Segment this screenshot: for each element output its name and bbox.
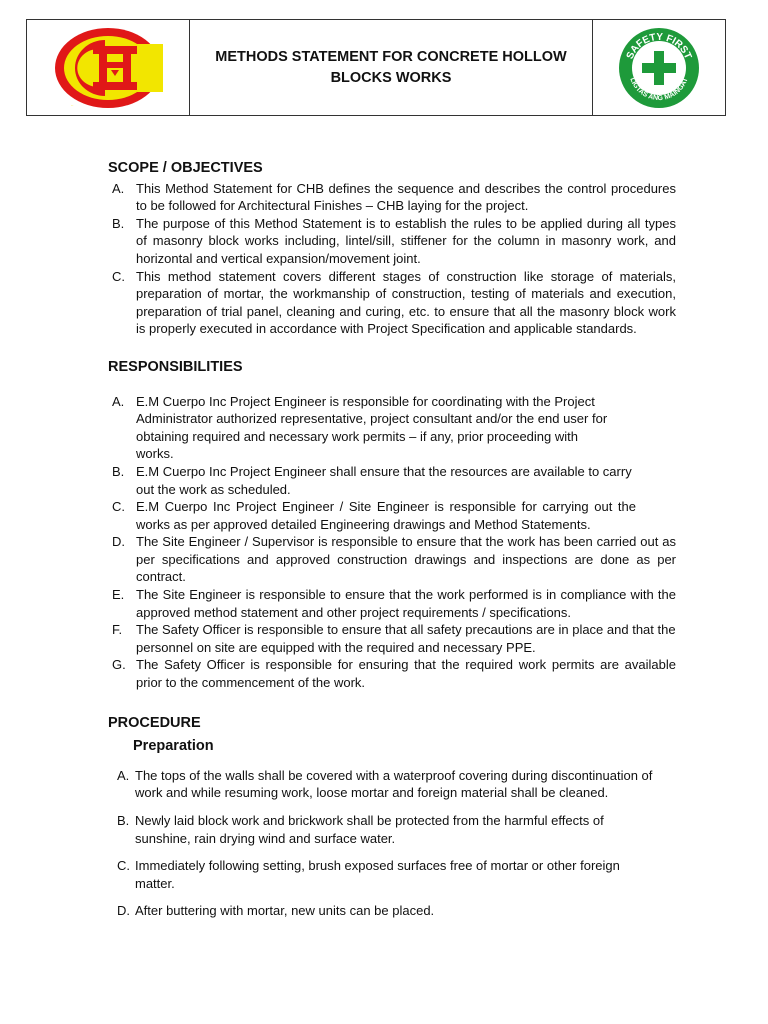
list-item: E. The Site Engineer is responsible to ensure that the work performed is in compliance with the approved method statement and other project requirements / specifications. [112, 587, 676, 620]
procedure-heading: PROCEDURE [108, 714, 201, 731]
list-item: A. The tops of the walls shall be covered with a waterproof covering during discontinuation of work and while resuming work, loose mortar and foreign material shall be cleaned. [117, 767, 653, 801]
logo-text: EMC [71, 105, 74, 107]
responsibilities-heading: RESPONSIBILITIES [108, 358, 243, 375]
list-item: B. Newly laid block work and brickwork shall be protected from the harmful effects of sunshine, rain drying wind and surface water. [117, 813, 604, 846]
company-logo [53, 26, 163, 110]
responsibilities-list [108, 393, 676, 692]
list-item: A. This Method Statement for CHB defines the sequence and describes the control procedures to be followed for Architectural Finishes – CHB laying for the project. [112, 180, 676, 214]
company-logo-cell [27, 20, 190, 115]
list-item: C. Immediately following setting, brush exposed surfaces free of mortar or other foreign matter. [117, 858, 620, 891]
safety-badge-bottom-text: LIGTAS ANG MAINGAT [628, 76, 690, 102]
document-header [26, 19, 726, 116]
procedure-list [108, 767, 676, 920]
safety-first-cell [592, 20, 725, 115]
document-title: METHODS STATEMENT FOR CONCRETE HOLLOW BLOCKS WORKS [215, 48, 567, 86]
preparation-subheading: Preparation [133, 738, 214, 755]
list-item: F. The Safety Officer is responsible to ensure that all safety precautions are in place and that the personnel on site are equipped with the required and necessary PPE. [112, 622, 676, 655]
list-item: C. This method statement covers different stages of construction like storage of materials, preparation of mortar, the workmanship of construction, testing of materials and execution, preparation of trial panel, cleaning and curing, etc. to ensure that all the masonry block work is properly executed in accordance with Project Specification and applicable standards. [112, 268, 676, 337]
list-item: D. The Site Engineer / Supervisor is responsible to ensure that the work has been carried out as per specifications and approved construction drawings and inspections are done as per contract. [112, 534, 676, 585]
list-item: G. The Safety Officer is responsible for ensuring that the required work permits are available prior to the commencement of the work. [112, 657, 676, 691]
list-item: D. After buttering with mortar, new units can be placed. [117, 903, 435, 919]
scope-heading: SCOPE / OBJECTIVES [108, 160, 263, 176]
list-item: B. The purpose of this Method Statement is to establish the rules to be applied during all types of masonry block works including, lintel/sill, stiffener for the column in masonry work, and horizontal and vertical expansion/movement joint. [112, 215, 676, 266]
safety-badge-top-text: SAFETY FIRST [624, 31, 694, 61]
scope-list [108, 180, 676, 338]
list-item: A. E.M Cuerpo Inc Project Engineer is responsible for coordinating with the Project Administrator authorized representative, project consultant and/or the end user for obtaining required and necessary work permits – if any, prior proceeding with works. [112, 393, 608, 462]
list-item: B. E.M Cuerpo Inc Project Engineer shall ensure that the resources are available to carry out the work as scheduled. [112, 463, 632, 497]
document-body [108, 160, 676, 930]
safety-first-badge [617, 26, 701, 110]
list-item: C. E.M Cuerpo Inc Project Engineer / Site Engineer is responsible for carrying out the works as per approved detailed Engineering drawings and Method Statements. [112, 499, 636, 532]
